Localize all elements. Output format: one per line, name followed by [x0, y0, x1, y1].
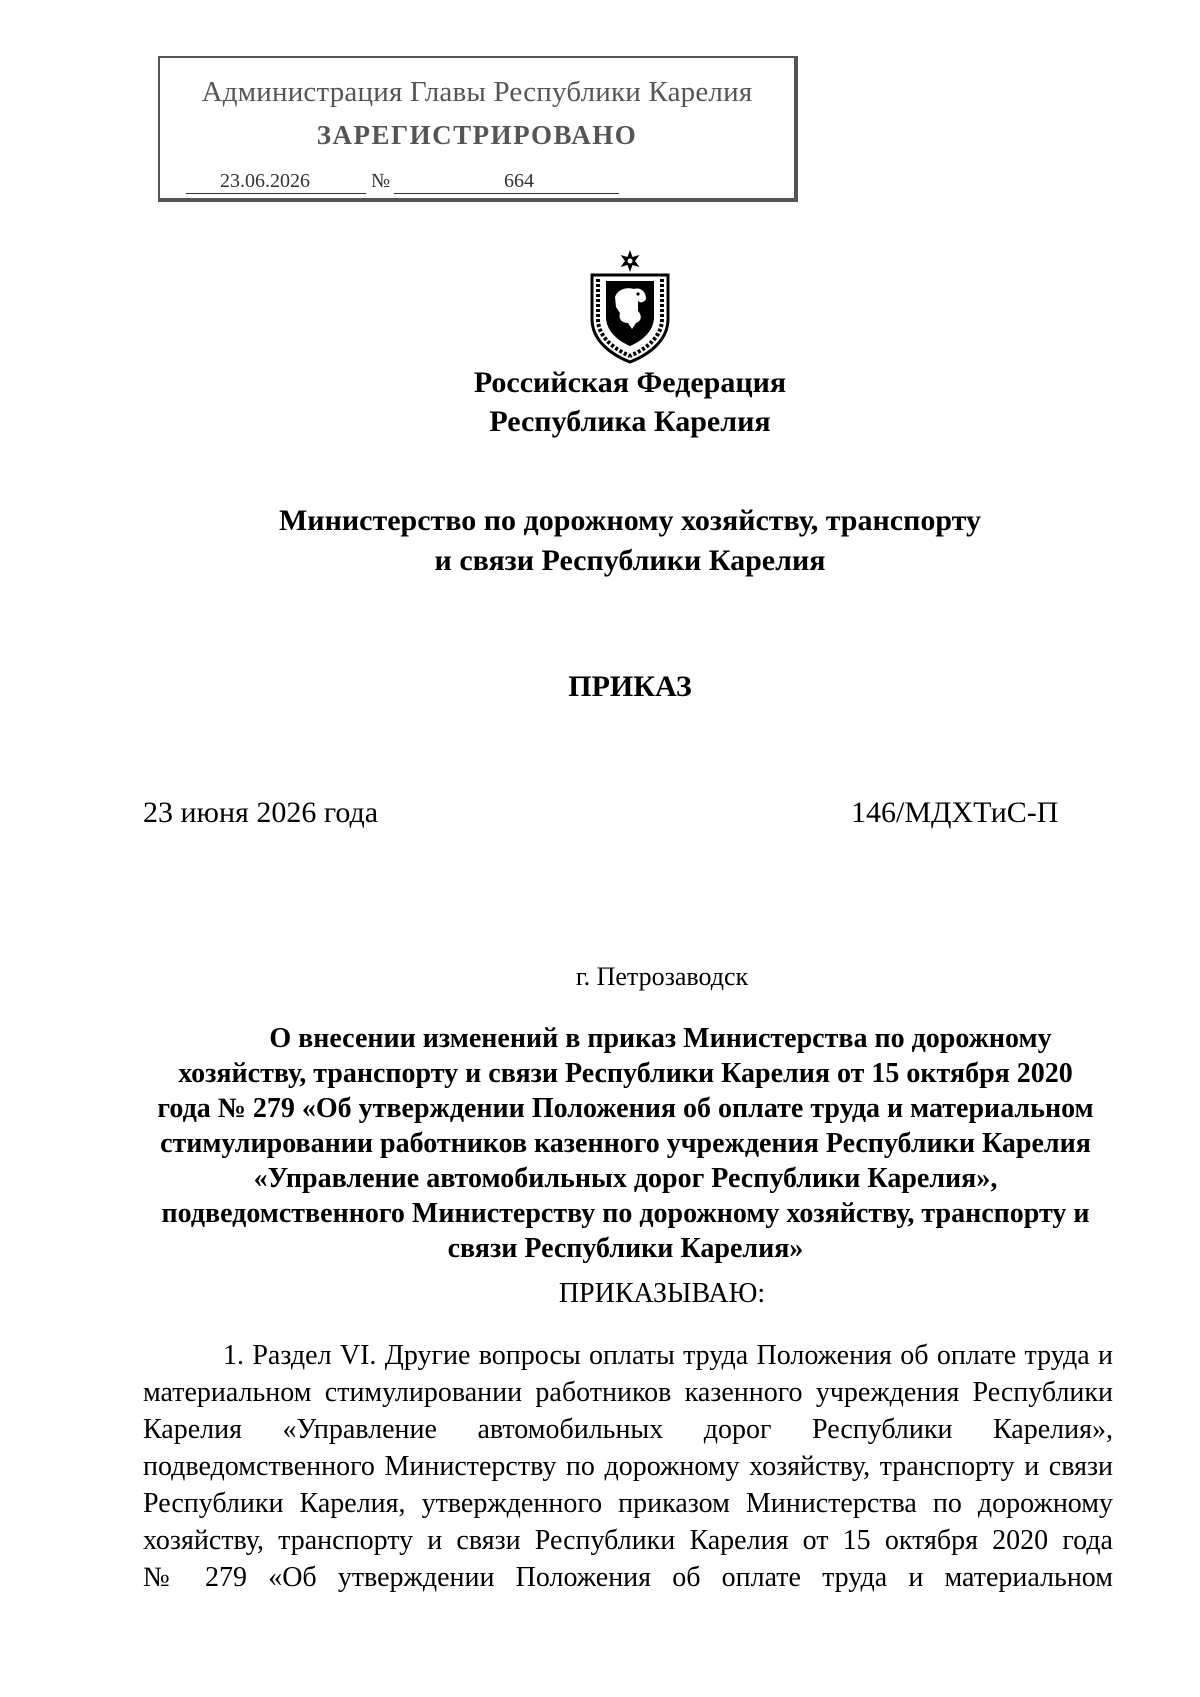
- republic-name: Республика Карелия: [489, 405, 771, 438]
- body-line: подведомственного Министерству по дорожному хозяйству, транспорту и связи: [143, 1451, 1113, 1482]
- subject-line: года № 279 «Об утверждении Положения об оплате труда и материальном: [157, 1093, 1094, 1124]
- stamp-authority: Администрация Главы Республики Карелия: [201, 76, 753, 108]
- subject-line: стимулировании работников казенного учреждения Республики Карелия: [160, 1128, 1091, 1159]
- stamp-number-sign: №: [371, 170, 391, 192]
- document-number: 146/МДХТиС-П: [851, 796, 1059, 829]
- stamp-status: ЗАРЕГИСТРИРОВАНО: [316, 120, 638, 150]
- registration-stamp: [158, 56, 798, 202]
- ministry-name-line1: Министерство по дорожному хозяйству, транспорту: [278, 504, 982, 537]
- ministry-name-line2: и связи Республики Карелия: [434, 544, 826, 577]
- body-paragraph: [143, 1337, 1113, 1596]
- country-name: Российская Федерация: [473, 366, 787, 399]
- stamp-number: 664: [504, 170, 534, 192]
- karelia-coat-of-arms-icon: [582, 249, 678, 365]
- subject-line: «Управление автомобильных дорог Республики Карелия»,: [253, 1163, 998, 1194]
- body-line: 1. Раздел VI. Другие вопросы оплаты труда Положения об оплате труда и: [223, 1340, 1113, 1371]
- body-line: материальном стимулировании работников казенного учреждения Республики: [143, 1377, 1113, 1408]
- command-word: ПРИКАЗЫВАЮ:: [558, 1278, 766, 1309]
- stamp-date: 23.06.2026: [220, 170, 310, 192]
- subject-line: О внесении изменений в приказ Министерства по дорожному: [269, 1023, 1052, 1054]
- body-line: Республики Карелия, утвержденного приказом Министерства по дорожному: [143, 1488, 1113, 1519]
- body-line: хозяйству, транспорту и связи Республики Карелия от 15 октября 2020 года: [143, 1525, 1113, 1556]
- subject-line: хозяйству, транспорту и связи Республики Карелия от 15 октября 2020: [178, 1058, 1073, 1089]
- document-date: 23 июня 2026 года: [143, 796, 379, 829]
- body-line: № 279 «Об утверждении Положения об оплате труда и материальном: [143, 1562, 1113, 1593]
- stamp-registration-row: [186, 170, 626, 194]
- document-type: ПРИКАЗ: [568, 670, 692, 703]
- document-subject: [143, 1021, 1108, 1266]
- city: г. Петрозаводск: [575, 962, 749, 991]
- body-line: Карелия «Управление автомобильных дорог Республики Карелия»,: [143, 1414, 1113, 1445]
- subject-line: связи Республики Карелия»: [447, 1233, 804, 1264]
- subject-line: подведомственного Министерству по дорожному хозяйству, транспорту и: [161, 1198, 1090, 1229]
